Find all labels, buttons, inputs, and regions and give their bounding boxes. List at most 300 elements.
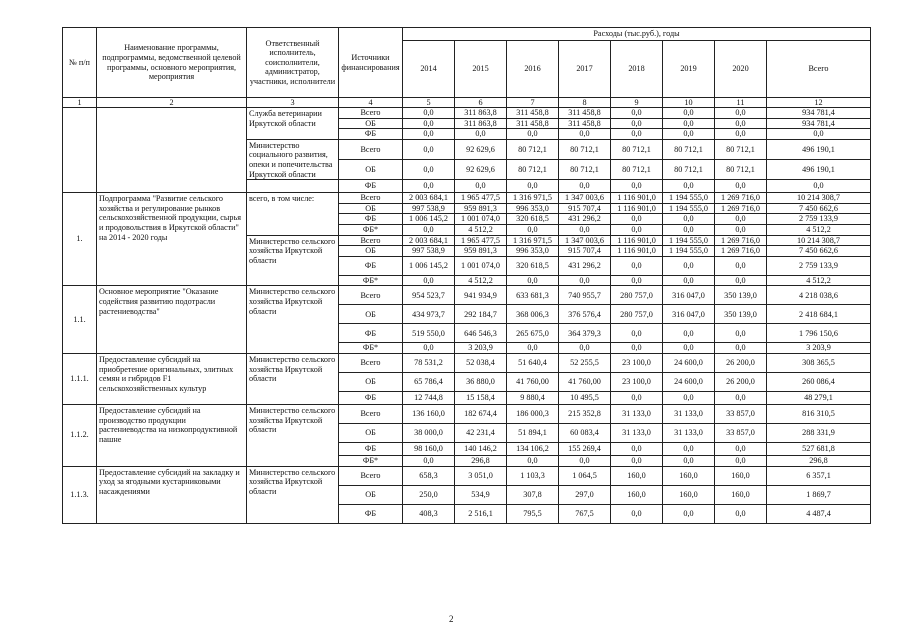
year-value: 80 712,1 [663,139,715,159]
total-value: 4 487,4 [767,504,871,523]
year-value: 134 106,2 [507,442,559,455]
year-value: 0,0 [507,180,559,193]
year-value: 1 194 555,0 [663,203,715,214]
year-value: 0,0 [611,343,663,354]
funding-source: Всего [339,286,403,305]
funding-source: ОБ [339,246,403,257]
year-value: 23 100,0 [611,353,663,372]
year-value: 1 269 716,0 [715,235,767,246]
year-value: 1 965 477,5 [455,235,507,246]
column-number: 12 [767,98,871,108]
executor-name: Служба ветеринарии Иркутской области [247,108,339,140]
table-row [63,193,871,204]
year-value: 280 757,0 [611,286,663,305]
year-value: 92 629,6 [455,159,507,179]
row-index [63,108,97,193]
header-costs: Расходы (тыс.руб.), годы [403,28,871,41]
year-value: 633 681,3 [507,286,559,305]
year-value: 4 512,2 [455,224,507,235]
year-value: 31 133,0 [611,423,663,442]
year-value: 0,0 [559,275,611,286]
year-value: 0,0 [663,324,715,343]
year-value: 23 100,0 [611,372,663,391]
year-value: 0,0 [611,324,663,343]
total-value: 2 759 133,9 [767,214,871,225]
year-value: 1 194 555,0 [663,193,715,204]
year-value: 42 231,4 [455,423,507,442]
year-value: 0,0 [507,455,559,466]
year-value: 1 116 901,0 [611,246,663,257]
table-body [63,108,871,524]
total-value: 296,8 [767,455,871,466]
program-name: Предоставление субсидий на приобретение оригинальных, элитных семян и гибридов F1 сельскохозяйственных культур [97,353,247,404]
funding-source: Всего [339,353,403,372]
year-value: 0,0 [403,180,455,193]
column-number: 3 [247,98,339,108]
funding-source: ОБ [339,423,403,442]
year-value: 1 316 971,5 [507,193,559,204]
year-value: 0,0 [559,129,611,140]
year-value: 80 712,1 [611,139,663,159]
row-index: 1. [63,193,97,286]
column-number: 8 [559,98,611,108]
year-value: 0,0 [715,275,767,286]
funding-source: ОБ [339,118,403,129]
year-value: 33 857,0 [715,404,767,423]
total-value: 527 681,8 [767,442,871,455]
header-name: Наименование программы, подпрограммы, ведомственной целевой программы, основного мероприятия, мероприятия [97,28,247,98]
year-value: 0,0 [455,129,507,140]
year-value: 0,0 [507,224,559,235]
year-value: 31 133,0 [663,404,715,423]
year-value: 80 712,1 [507,139,559,159]
executor-name: Министерство сельского хозяйства Иркутской области [247,404,339,466]
year-value: 265 675,0 [507,324,559,343]
year-value: 434 973,7 [403,305,455,324]
total-value: 48 279,1 [767,391,871,404]
year-value: 41 760,00 [559,372,611,391]
column-number: 11 [715,98,767,108]
year-value: 915 707,4 [559,246,611,257]
year-value: 0,0 [403,108,455,119]
year-value: 959 891,3 [455,203,507,214]
year-value: 408,3 [403,504,455,523]
year-value: 307,8 [507,485,559,504]
header-num: № п/п [63,28,97,98]
funding-source: ФБ [339,324,403,343]
year-value: 740 955,7 [559,286,611,305]
year-value: 0,0 [403,159,455,179]
year-value: 316 047,0 [663,305,715,324]
year-value: 0,0 [559,343,611,354]
year-value: 767,5 [559,504,611,523]
year-value: 1 269 716,0 [715,246,767,257]
year-value: 311 458,8 [507,108,559,119]
total-value: 496 190,1 [767,159,871,179]
year-value: 0,0 [611,256,663,275]
executor-overlay: всего, в том числе: [247,193,339,235]
year-value: 3 051,0 [455,466,507,485]
year-value: 78 531,2 [403,353,455,372]
program-name: Предоставление субсидий на закладку и уход за ягодными кустарниковыми насаждениями [97,466,247,523]
year-value: 0,0 [507,343,559,354]
year-value: 0,0 [611,118,663,129]
year-value: 52 038,4 [455,353,507,372]
year-value: 0,0 [663,129,715,140]
year-value: 4 512,2 [455,275,507,286]
year-value: 15 158,4 [455,391,507,404]
table-header [63,28,871,108]
year-value: 2 003 684,1 [403,193,455,204]
executor-name: Министерство социального развития, опеки и попечительства Иркутской области [247,139,339,179]
year-value: 160,0 [715,466,767,485]
year-value: 0,0 [403,455,455,466]
total-value: 7 450 662,6 [767,203,871,214]
year-value: 311 863,8 [455,108,507,119]
year-value: 2 516,1 [455,504,507,523]
table-row [63,108,871,119]
year-value: 1 316 971,5 [507,235,559,246]
funding-source: ФБ* [339,275,403,286]
year-value: 26 200,0 [715,372,767,391]
year-value: 320 618,5 [507,214,559,225]
total-value: 4 512,2 [767,224,871,235]
year-value: 0,0 [715,256,767,275]
funding-source: Всего [339,466,403,485]
year-value: 368 006,3 [507,305,559,324]
budget-table [62,27,871,524]
executor-name [247,180,339,193]
year-value: 311 458,8 [559,118,611,129]
year-value: 92 629,6 [455,139,507,159]
total-value: 2 418 684,1 [767,305,871,324]
total-value: 260 086,4 [767,372,871,391]
year-value: 12 744,8 [403,391,455,404]
header-executor: Ответственный исполнитель, соисполнители, администратор, участники, исполнители [247,28,339,98]
column-number: 7 [507,98,559,108]
year-value: 0,0 [715,180,767,193]
year-value: 160,0 [611,485,663,504]
executor-name: Министерство сельского хозяйства Иркутской области [247,286,339,354]
year-value: 80 712,1 [715,139,767,159]
year-value: 65 786,4 [403,372,455,391]
total-value: 2 759 133,9 [767,256,871,275]
header-source: Источники финансирования [339,28,403,98]
total-value: 7 450 662,6 [767,246,871,257]
year-value: 215 352,8 [559,404,611,423]
total-value: 496 190,1 [767,139,871,159]
year-value: 0,0 [611,275,663,286]
year-value: 1 347 003,6 [559,193,611,204]
year-value: 1 064,5 [559,466,611,485]
funding-source: Всего [339,139,403,159]
year-value: 1 116 901,0 [611,235,663,246]
column-number: 4 [339,98,403,108]
year-value: 52 255,5 [559,353,611,372]
year-value: 0,0 [663,214,715,225]
year-value: 1 116 901,0 [611,193,663,204]
year-value: 51 894,1 [507,423,559,442]
year-value: 292 184,7 [455,305,507,324]
header-year: 2020 [715,41,767,98]
year-value: 0,0 [611,214,663,225]
year-value: 24 600,0 [663,372,715,391]
year-value: 0,0 [715,343,767,354]
year-value: 136 160,0 [403,404,455,423]
total-value: 4 512,2 [767,275,871,286]
year-value: 0,0 [507,129,559,140]
year-value: 316 047,0 [663,286,715,305]
year-value: 996 353,0 [507,246,559,257]
year-value: 311 458,8 [559,108,611,119]
year-value: 0,0 [559,224,611,235]
year-value: 0,0 [663,224,715,235]
funding-source: ОБ [339,159,403,179]
year-value: 80 712,1 [611,159,663,179]
year-value: 0,0 [507,275,559,286]
year-value: 0,0 [663,442,715,455]
year-value: 0,0 [455,180,507,193]
year-value: 0,0 [663,180,715,193]
year-value: 98 160,0 [403,442,455,455]
year-value: 41 760,00 [507,372,559,391]
funding-source: ФБ [339,256,403,275]
year-value: 954 523,7 [403,286,455,305]
funding-source: ФБ* [339,224,403,235]
year-value: 350 139,0 [715,286,767,305]
year-value: 0,0 [663,118,715,129]
program-name: Основное мероприятие "Оказание содействия развитию подотрасли растениеводства" [97,286,247,354]
row-index: 1.1.1. [63,353,97,404]
year-value: 534,9 [455,485,507,504]
year-value: 297,0 [559,485,611,504]
year-value: 0,0 [715,224,767,235]
year-value: 431 296,2 [559,256,611,275]
total-value: 10 214 308,7 [767,235,871,246]
year-value: 33 857,0 [715,423,767,442]
year-value: 0,0 [663,455,715,466]
total-value: 934 781,4 [767,118,871,129]
page-number: 2 [449,614,454,624]
year-value: 280 757,0 [611,305,663,324]
year-value: 320 618,5 [507,256,559,275]
year-value: 0,0 [403,118,455,129]
year-value: 519 550,0 [403,324,455,343]
year-value: 997 538,9 [403,246,455,257]
year-value: 0,0 [611,224,663,235]
year-value: 0,0 [559,180,611,193]
year-value: 0,0 [715,504,767,523]
year-value: 376 576,4 [559,305,611,324]
funding-source: ФБ [339,214,403,225]
year-value: 31 133,0 [611,404,663,423]
year-value: 0,0 [663,108,715,119]
total-value: 1 796 150,6 [767,324,871,343]
table-row [63,404,871,423]
year-value: 0,0 [663,391,715,404]
header-total: Всего [767,41,871,98]
year-value: 1 269 716,0 [715,193,767,204]
header-year: 2016 [507,41,559,98]
table-row [63,353,871,372]
year-value: 959 891,3 [455,246,507,257]
year-value: 0,0 [611,442,663,455]
executor-name: Министерство сельского хозяйства Иркутской области [247,353,339,404]
year-value: 26 200,0 [715,353,767,372]
year-value: 0,0 [715,324,767,343]
year-value: 0,0 [715,214,767,225]
program-name: Подпрограмма "Развитие сельского хозяйства и регулирование рынков сельскохозяйственной продукции, сырья и продовольствия в Иркутской области" на 2014 - 2020 годы [97,193,247,286]
year-value: 155 269,4 [559,442,611,455]
year-value: 0,0 [403,224,455,235]
year-value: 296,8 [455,455,507,466]
year-value: 1 194 555,0 [663,235,715,246]
year-value: 9 880,4 [507,391,559,404]
year-value: 0,0 [715,391,767,404]
year-value: 140 146,2 [455,442,507,455]
year-value: 0,0 [715,118,767,129]
year-value: 1 965 477,5 [455,193,507,204]
year-value: 1 001 074,0 [455,214,507,225]
year-value: 311 458,8 [507,118,559,129]
year-value: 51 640,4 [507,353,559,372]
funding-source: ОБ [339,372,403,391]
header-year: 2014 [403,41,455,98]
total-value: 4 218 038,6 [767,286,871,305]
table-row [63,286,871,305]
program-name: Предоставление субсидий на производство продукции растениеводства на низкопродуктивной пашне [97,404,247,466]
year-value: 915 707,4 [559,203,611,214]
year-value: 1 116 901,0 [611,203,663,214]
year-value: 0,0 [403,343,455,354]
year-value: 658,3 [403,466,455,485]
header-year: 2017 [559,41,611,98]
total-value: 3 203,9 [767,343,871,354]
year-value: 0,0 [403,129,455,140]
table-row [63,466,871,485]
row-index: 1.1. [63,286,97,354]
column-number: 1 [63,98,97,108]
total-value: 6 357,1 [767,466,871,485]
year-value: 250,0 [403,485,455,504]
year-value: 996 353,0 [507,203,559,214]
funding-source: Всего [339,404,403,423]
year-value: 0,0 [663,256,715,275]
year-value: 36 880,0 [455,372,507,391]
year-value: 10 495,5 [559,391,611,404]
year-value: 0,0 [663,343,715,354]
column-number: 9 [611,98,663,108]
year-value: 0,0 [611,108,663,119]
year-value: 182 674,4 [455,404,507,423]
year-value: 997 538,9 [403,203,455,214]
year-value: 0,0 [611,129,663,140]
column-number: 6 [455,98,507,108]
year-value: 186 000,3 [507,404,559,423]
funding-source: ФБ [339,180,403,193]
year-value: 0,0 [715,129,767,140]
year-value: 0,0 [663,504,715,523]
year-value: 0,0 [611,180,663,193]
year-value: 364 379,3 [559,324,611,343]
funding-source: ФБ [339,442,403,455]
year-value: 80 712,1 [559,159,611,179]
funding-source: Всего [339,235,403,246]
funding-source: ФБ* [339,343,403,354]
funding-source: ФБ* [339,455,403,466]
funding-source: ФБ [339,504,403,523]
year-value: 0,0 [403,139,455,159]
funding-source: Всего [339,193,403,204]
header-year: 2019 [663,41,715,98]
column-number: 5 [403,98,455,108]
year-value: 80 712,1 [559,139,611,159]
year-value: 80 712,1 [507,159,559,179]
funding-source: ФБ [339,391,403,404]
year-value: 0,0 [611,455,663,466]
year-value: 941 934,9 [455,286,507,305]
year-value: 160,0 [611,466,663,485]
funding-source: ОБ [339,305,403,324]
funding-source: ФБ [339,129,403,140]
funding-source: Всего [339,108,403,119]
program-name [97,108,247,193]
year-value: 80 712,1 [715,159,767,179]
row-index: 1.1.2. [63,404,97,466]
year-value: 1 269 716,0 [715,203,767,214]
year-value: 795,5 [507,504,559,523]
year-value: 160,0 [715,485,767,504]
year-value: 1 194 555,0 [663,246,715,257]
year-value: 3 203,9 [455,343,507,354]
row-index: 1.1.3. [63,466,97,523]
year-value: 0,0 [403,275,455,286]
column-number: 10 [663,98,715,108]
year-value: 24 600,0 [663,353,715,372]
year-value: 0,0 [611,504,663,523]
year-value: 31 133,0 [663,423,715,442]
year-value: 160,0 [663,466,715,485]
year-value: 38 000,0 [403,423,455,442]
year-value: 0,0 [559,455,611,466]
header-year: 2018 [611,41,663,98]
year-value: 160,0 [663,485,715,504]
total-value: 816 310,5 [767,404,871,423]
year-value: 311 863,8 [455,118,507,129]
year-value: 0,0 [715,455,767,466]
year-value: 0,0 [715,442,767,455]
year-value: 1 347 003,6 [559,235,611,246]
year-value: 431 296,2 [559,214,611,225]
total-value: 10 214 308,7 [767,193,871,204]
year-value: 1 001 074,0 [455,256,507,275]
executor-name: Министерство сельского хозяйства Иркутской области [247,466,339,523]
year-value: 1 006 145,2 [403,256,455,275]
executor-name: Министерство сельского хозяйства Иркутской области [247,235,339,286]
header-year: 2015 [455,41,507,98]
year-value: 0,0 [663,275,715,286]
total-value: 0,0 [767,180,871,193]
year-value: 80 712,1 [663,159,715,179]
year-value: 1 103,3 [507,466,559,485]
column-number: 2 [97,98,247,108]
year-value: 60 083,4 [559,423,611,442]
total-value: 934 781,4 [767,108,871,119]
year-value: 0,0 [715,108,767,119]
total-value: 1 869,7 [767,485,871,504]
total-value: 288 331,9 [767,423,871,442]
funding-source: ОБ [339,485,403,504]
